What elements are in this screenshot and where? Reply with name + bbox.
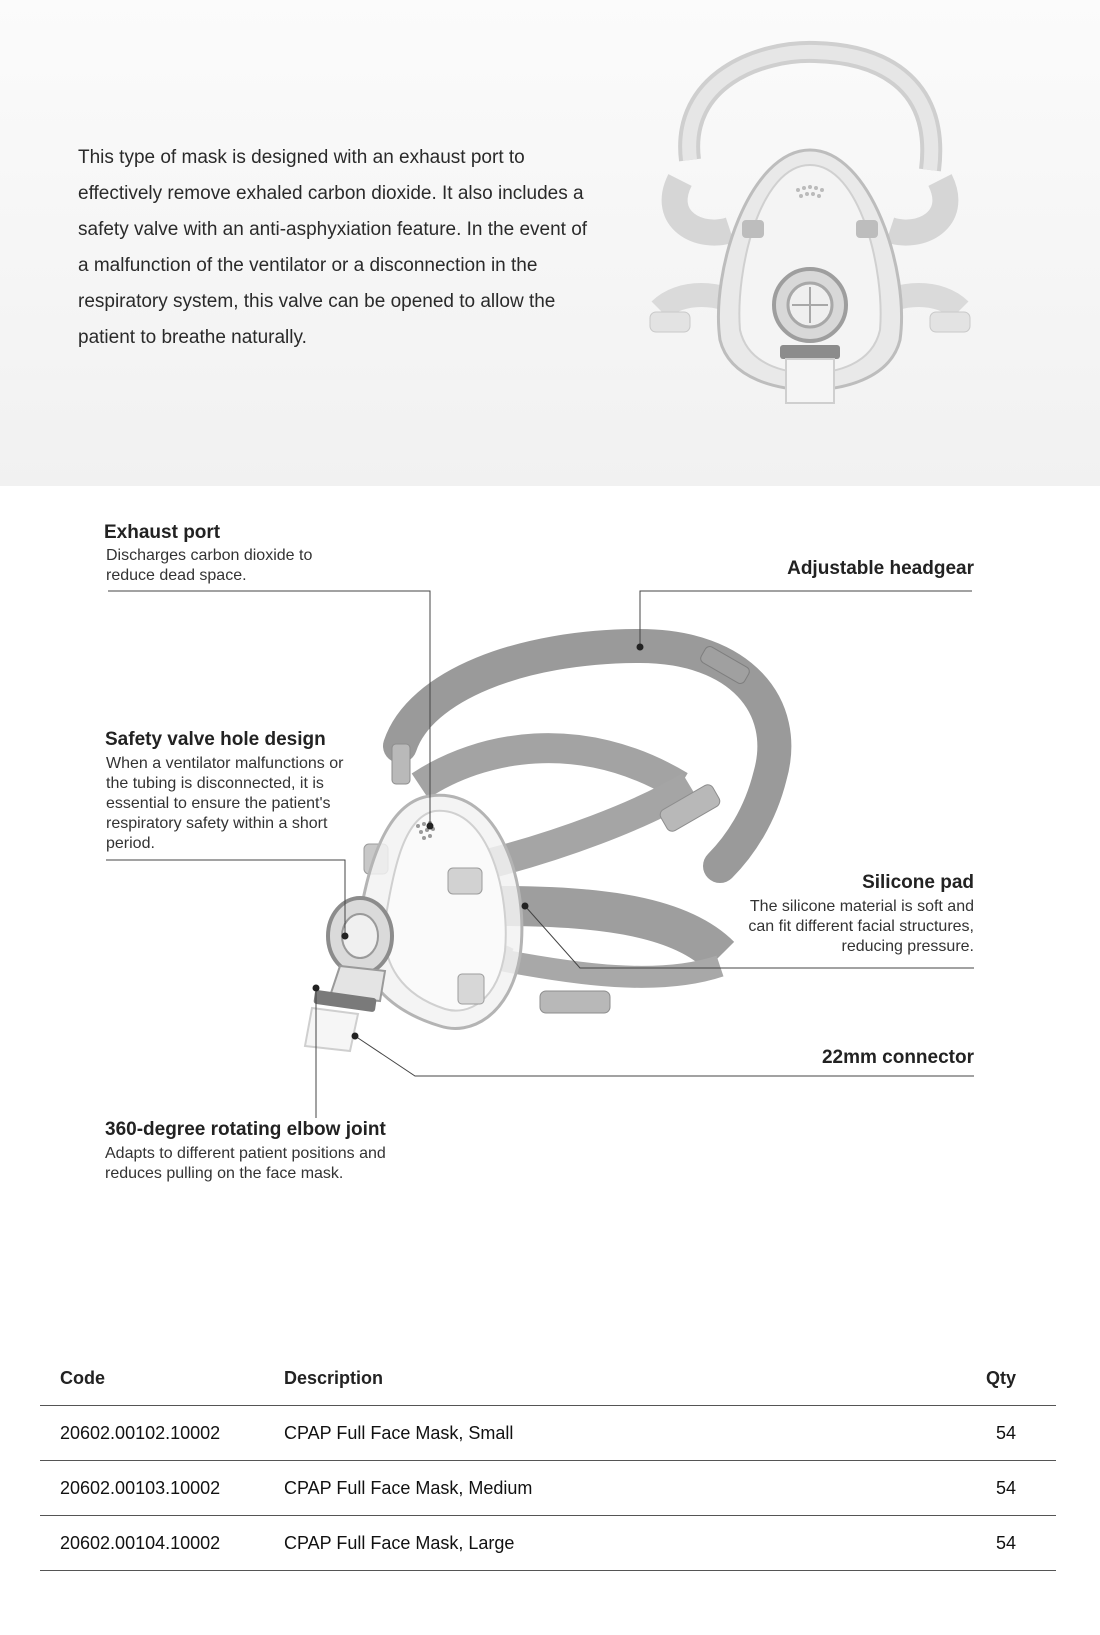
- cell-code: 20602.00102.10002: [60, 1422, 221, 1443]
- header-description: Description: [284, 1368, 384, 1388]
- exhaust-port-desc: Discharges carbon dioxide to reduce dead space.: [106, 547, 313, 584]
- table-row: [40, 1516, 1056, 1571]
- safety-valve-desc: When a ventilator malfunctions or the tubing is disconnected, it is essential to ensure the patient's respiratory safety within a short period.: [106, 755, 344, 852]
- header-code: Code: [60, 1368, 105, 1388]
- table-header: [40, 1352, 1056, 1406]
- silicone-pad-title: Silicone pad: [862, 872, 974, 893]
- silicone-pad-desc: The silicone material is soft and can fit different facial structures, reducing pressure.: [748, 898, 974, 955]
- product-table: [40, 1352, 1056, 1571]
- safety-valve-title: Safety valve hole design: [105, 729, 326, 750]
- cell-qty: 54: [995, 1532, 1016, 1553]
- cell-code: 20602.00104.10002: [60, 1532, 221, 1553]
- cell-description: CPAP Full Face Mask, Medium: [284, 1477, 533, 1498]
- table-row: [40, 1406, 1056, 1461]
- intro-paragraph: This type of mask is designed with an exhaust port to effectively remove exhaled carbon dioxide. It also includes a safety valve with an anti-asphyxiation feature. In the event of a malfunction of the ventilator or a disconnection in the respiratory system, this valve can be opened to allow the patient to breathe naturally.: [78, 147, 588, 348]
- elbow-joint-title: 360-degree rotating elbow joint: [105, 1119, 386, 1140]
- header-qty: Qty: [985, 1368, 1016, 1388]
- exhaust-port-title: Exhaust port: [104, 522, 221, 543]
- feature-diagram: [0, 486, 1100, 1276]
- cell-qty: 54: [995, 1477, 1016, 1498]
- mask-front-image: [640, 40, 980, 450]
- cell-description: CPAP Full Face Mask, Large: [284, 1532, 515, 1553]
- table-row: [40, 1461, 1056, 1516]
- connector-title: 22mm connector: [821, 1047, 974, 1068]
- cell-code: 20602.00103.10002: [60, 1477, 221, 1498]
- hero-section: [0, 0, 1100, 486]
- cell-qty: 54: [995, 1422, 1016, 1443]
- adjustable-headgear-title: Adjustable headgear: [787, 558, 974, 579]
- elbow-joint-desc: Adapts to different patient positions and reduces pulling on the face mask.: [105, 1145, 386, 1182]
- cell-description: CPAP Full Face Mask, Small: [284, 1422, 514, 1443]
